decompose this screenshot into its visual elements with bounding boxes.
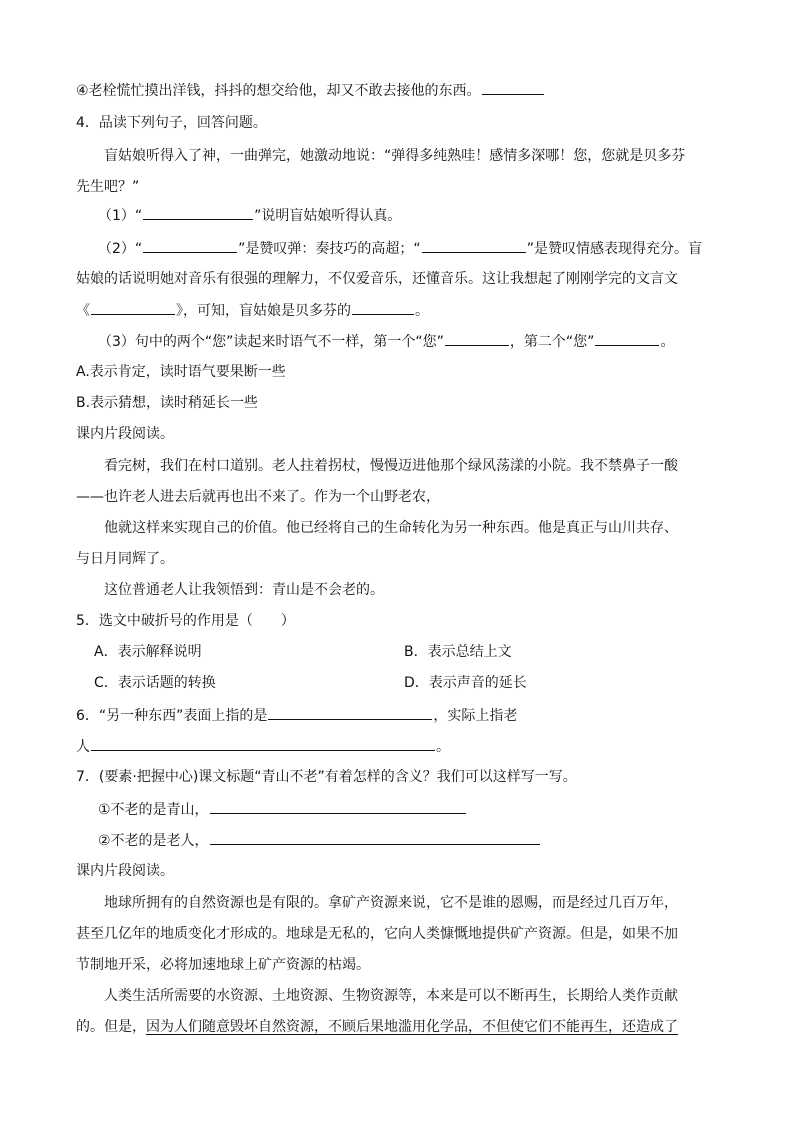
q4-stem: 4．品读下列句子，回答问题。 — [76, 115, 267, 131]
q4-sub2-line3: 《 》，可知，盲姑娘是贝多芬的 。 — [76, 300, 429, 321]
answer-blank[interactable] — [422, 238, 526, 253]
passage2-p2-line1: 人类生活所需要的水资源、土地资源、生物资源等，本来是可以不断再生，长期给人类作贡献 — [104, 988, 678, 1004]
passage1-intro: 课内片段阅读。 — [76, 426, 174, 442]
passage2-p1-line3: 节制地开采，必将加速地球上矿产资源的枯竭。 — [76, 957, 370, 973]
passage2-p1-line2: 甚至几亿年的地质变化才形成的。地球是无私的，它向人类慷慨地提供矿产资源。但是，如果不加 — [76, 926, 678, 942]
q3-item4: ④老栓慌忙摸出洋钱，抖抖的想交给他，却又不敢去接他的东西。 — [76, 80, 545, 101]
passage2-p2-line2: 的。但是，因为人们随意毁坏自然资源，不顾后果地滥用化学品，不但使它们不能再生，还造成了 — [76, 1019, 678, 1035]
q5-option-c[interactable]: C．表示话题的转换 — [94, 675, 216, 691]
q4-option-a: A.表示肯定，读时语气要果断一些 — [76, 364, 286, 380]
q5-stem: 5．选文中破折号的作用是（ ） — [76, 613, 295, 629]
passage1-p3: 这位普通老人让我领悟到：青山是不会老的。 — [104, 582, 384, 598]
q6-line1: 6．“另一种东西”表面上指的是 ，实际上指老 — [76, 705, 517, 726]
q7-item2: ②不老的是老人， — [98, 830, 541, 851]
answer-blank[interactable] — [352, 300, 414, 315]
q5-option-a[interactable]: A．表示解释说明 — [94, 644, 202, 660]
answer-blank[interactable] — [143, 205, 253, 220]
q4-sub2-line2: 姑娘的话说明她对音乐有很强的理解力，不仅爱音乐，还懂音乐。这让我想起了刚刚学完的文言文 — [76, 271, 678, 287]
q4-sub2-line1: （2）“ ”是赞叹弹：奏技巧的高超；“ ”是赞叹情感表现得充分。盲 — [98, 238, 702, 259]
passage1-p2-line2: 与日月同辉了。 — [76, 551, 174, 567]
answer-blank[interactable] — [210, 799, 466, 814]
answer-blank[interactable] — [595, 331, 659, 346]
answer-blank[interactable] — [91, 736, 435, 751]
answer-blank[interactable] — [482, 80, 544, 95]
passage2-p1-line1: 地球所拥有的自然资源也是有限的。拿矿产资源来说，它不是谁的恩赐，而是经过几百万年， — [104, 895, 678, 911]
q4-sub1: （1）“ ”说明盲姑娘听得认真。 — [98, 205, 401, 226]
q4-quote-line2: 先生吧？” — [76, 179, 140, 195]
answer-blank[interactable] — [143, 238, 237, 253]
q5-option-b[interactable]: B．表示总结上文 — [404, 644, 512, 660]
q6-line2: 人 。 — [76, 736, 450, 757]
q7-stem: 7．(要素·把握中心)课文标题“青山不老”有着怎样的含义？我们可以这样写一写。 — [76, 769, 577, 785]
answer-blank[interactable] — [268, 705, 432, 720]
q4-quote-line1: 盲姑娘听得入了神，一曲弹完，她激动地说：“弹得多纯熟哇！感情多深哪！您，您就是贝多芬 — [104, 148, 686, 164]
q4-sub3: （3）句中的两个“您”读起来时语气不一样，第一个“您” ，第二个“您” 。 — [98, 331, 674, 352]
passage1-p2-line1: 他就这样来实现自己的价值。他已经将自己的生命转化为另一种东西。他是真正与山川共存、 — [104, 520, 678, 536]
answer-blank[interactable] — [210, 830, 540, 845]
answer-blank[interactable] — [445, 331, 509, 346]
q4-option-b: B.表示猜想，读时稍延长一些 — [76, 395, 259, 411]
passage2-intro: 课内片段阅读。 — [76, 863, 174, 879]
passage1-p1-line1: 看完树，我们在村口道别。老人拄着拐杖，慢慢迈进他那个绿风荡漾的小院。我不禁鼻子一酸 — [104, 458, 678, 474]
underlined-sentence: 因为人们随意毁坏自然资源，不顾后果地滥用化学品，不但使它们不能再生，还造成了 — [146, 1019, 678, 1035]
passage1-p1-line2: ——也许老人进去后就再也出不来了。作为一个山野老农， — [76, 489, 440, 505]
q5-option-d[interactable]: D．表示声音的延长 — [404, 675, 527, 691]
q7-item1: ①不老的是青山， — [98, 799, 467, 820]
answer-blank[interactable] — [91, 300, 175, 315]
